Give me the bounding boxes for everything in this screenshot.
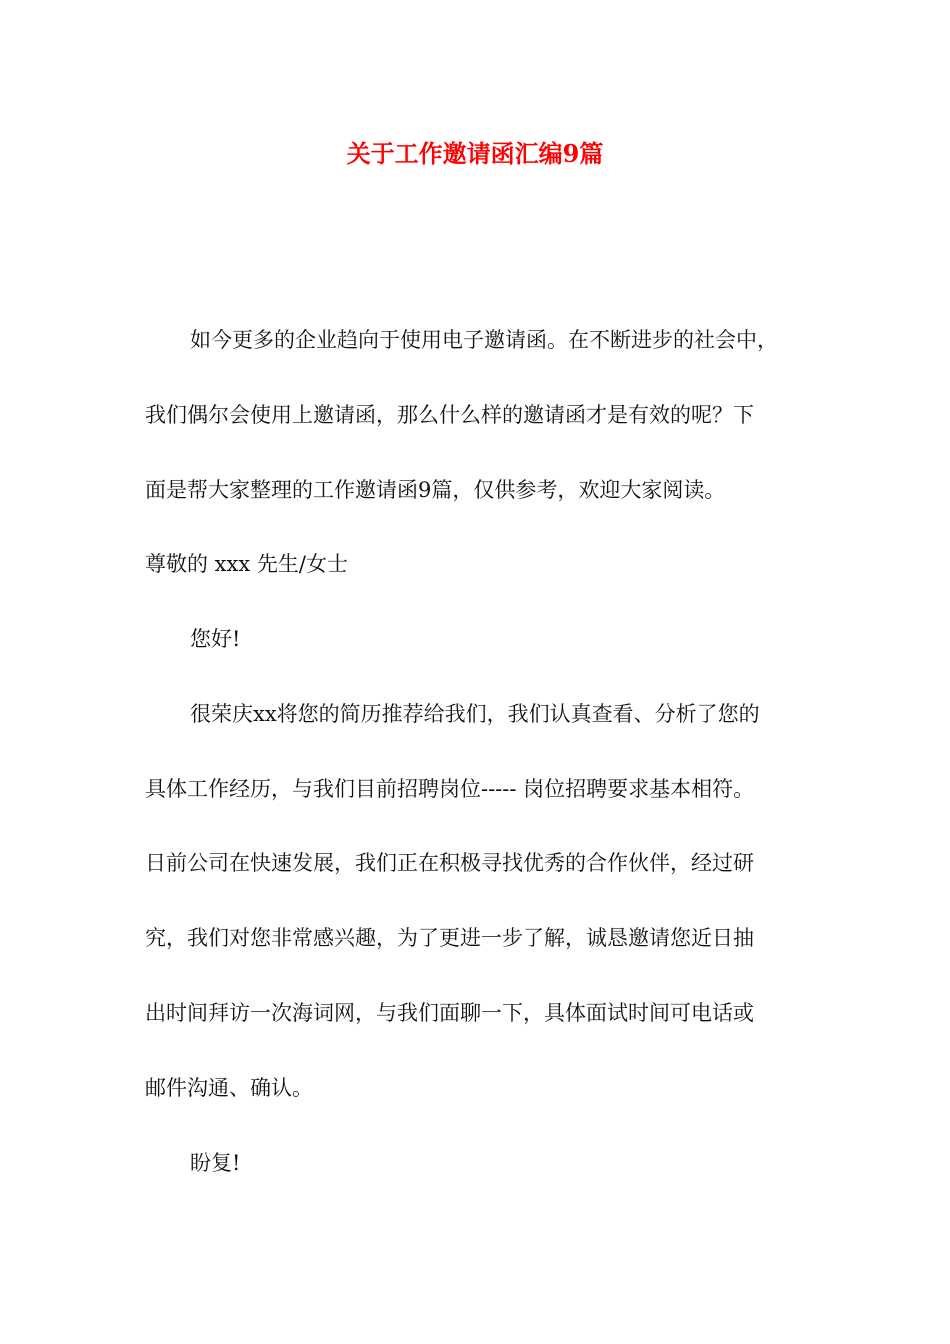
paragraph-line: 很荣庆xx将您的简历推荐给我们，我们认真查看、分析了您的: [190, 702, 760, 726]
paragraph-line: 我们偶尔会使用上邀请函，那么什么样的邀请函才是有效的呢？下: [145, 403, 754, 427]
salutation-line: 尊敬的 xxx 先生/女士: [145, 552, 348, 576]
paragraph-line: 究，我们对您非常感兴趣，为了更进一步了解，诚恳邀请您近日抽: [145, 926, 754, 950]
paragraph-line: 日前公司在快速发展，我们正在积极寻找优秀的合作伙伴，经过研: [145, 851, 754, 875]
closing-line: 盼复!: [190, 1151, 241, 1175]
paragraph-line: 面是帮大家整理的工作邀请函9篇，仅供参考，欢迎大家阅读。: [145, 478, 726, 502]
document-title: 关于工作邀请函汇编9篇: [346, 139, 604, 168]
paragraph-line: 如今更多的企业趋向于使用电子邀请函。在不断进步的社会中，: [190, 328, 778, 352]
paragraph-line: 出时间拜访一次海词网，与我们面聊一下，具体面试时间可电话或: [145, 1001, 754, 1025]
greeting-line: 您好!: [190, 627, 241, 651]
paragraph-line: 邮件沟通、确认。: [145, 1076, 313, 1100]
paragraph-line: 具体工作经历，与我们目前招聘岗位----- 岗位招聘要求基本相符。: [145, 777, 755, 801]
